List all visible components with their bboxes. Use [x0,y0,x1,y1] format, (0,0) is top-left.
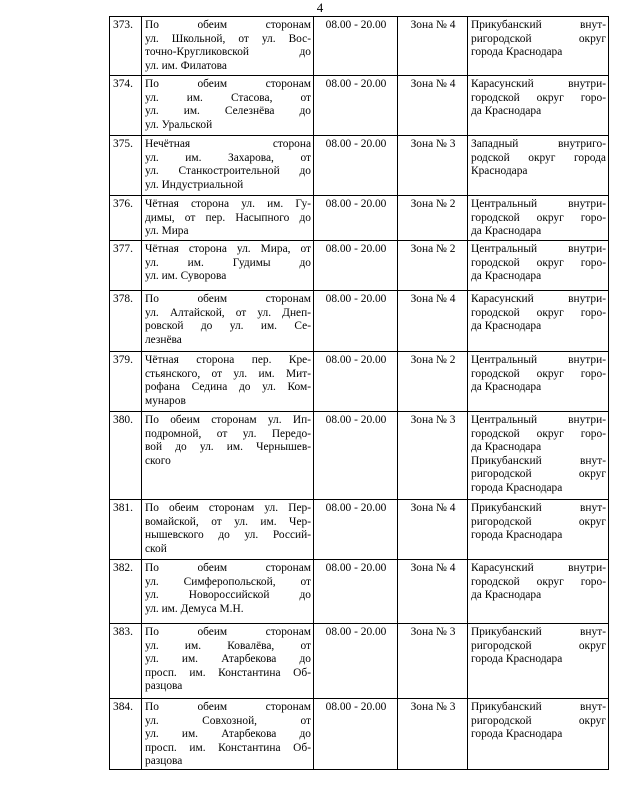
table-row [110,241,609,291]
street-line: ской [145,542,167,555]
street-line: разцова [145,755,183,768]
street-description [142,291,314,352]
street-line: По обеим сторонам [145,701,311,713]
district-name [471,455,606,496]
zone-label: Зона № 3 [398,136,468,196]
time-interval: 08.00 - 20.00 [314,241,398,291]
time-interval: 08.00 - 20.00 [314,17,398,76]
row-number: 377. [110,241,142,291]
street-description [142,196,314,241]
street-line: вой до ул. им. Чернышев- [145,441,311,454]
street-line: По обеим сторонам [145,19,311,31]
zones-table [109,16,609,770]
district-line: Западный внутриго- [471,138,606,150]
district-cell [468,76,609,136]
table-row [110,699,609,770]
district-name [471,78,606,119]
time-interval: 08.00 - 20.00 [314,196,398,241]
district-cell [468,291,609,352]
district-name [471,198,606,239]
zone-label: Зона № 4 [398,17,468,76]
district-line: Центральный внутри- [471,354,606,366]
street-line: лезнёва [145,333,182,346]
district-name [471,293,606,334]
street-description [142,500,314,560]
zone-label: Зона № 4 [398,76,468,136]
district-name [471,354,606,395]
street-line: ул. Станкостроительной до [145,165,311,178]
time-interval: 08.00 - 20.00 [314,76,398,136]
district-cell [468,699,609,770]
time-interval: 08.00 - 20.00 [314,291,398,352]
street-line: просп. им. Константина Об- [145,666,311,679]
street-line: ского [145,454,171,467]
district-line: Краснодара [471,165,528,178]
street-line: ул. им. Филатова [145,59,227,72]
street-line: ул. Уральской [145,118,213,131]
street-line: ул. Новороссийской до [145,589,311,602]
table-row [110,500,609,560]
row-number: 383. [110,624,142,699]
street-line: ул. Индустриальной [145,178,244,191]
street-line: мунаров [145,394,186,407]
district-line: Карасунский внутри- [471,78,606,90]
district-line: да Краснодара [471,320,542,333]
district-line: городской округ горо- [471,211,606,224]
district-line: Центральный внутри- [471,414,606,426]
street-line: точно-Кругликовской до [145,46,311,59]
district-line: городской округ горо- [471,367,606,380]
street-line: По обеим сторонам [145,562,311,574]
row-number: 384. [110,699,142,770]
zone-label: Зона № 2 [398,241,468,291]
time-interval: 08.00 - 20.00 [314,352,398,412]
row-number: 379. [110,352,142,412]
street-description [142,624,314,699]
district-line: ригородской округ [471,515,606,528]
street-line: ул. им. Атарбекова до [145,653,311,666]
district-line: да Краснодара [471,381,542,394]
district-line: Прикубанский внут- [471,626,606,638]
street-line: ул. им. Атарбекова до [145,728,311,741]
district-line: Карасунский внутри- [471,562,606,574]
district-line: городской округ горо- [471,91,606,104]
district-cell [468,136,609,196]
district-cell [468,560,609,624]
district-cell [468,352,609,412]
district-line: Карасунский внутри- [471,293,606,305]
district-line: да Краснодара [471,589,542,602]
street-line: ул. им. Захарова, от [145,151,311,164]
district-line: да Краснодара [471,225,542,238]
table-row [110,412,609,500]
row-number: 374. [110,76,142,136]
district-cell [468,412,609,500]
district-line: городской округ горо- [471,256,606,269]
zone-label: Зона № 3 [398,412,468,500]
district-cell [468,17,609,76]
street-line: димы, от пер. Насыпного до [145,211,311,224]
district-name [471,626,606,667]
street-line: просп. им. Константина Об- [145,741,311,754]
street-line: стьянского, от ул. им. Мит- [145,367,311,380]
district-name [471,414,606,455]
row-number: 378. [110,291,142,352]
street-line: ул. Школьной, от ул. Вос- [145,32,311,45]
time-interval: 08.00 - 20.00 [314,136,398,196]
row-number: 376. [110,196,142,241]
district-line: города Краснодара [471,481,563,494]
street-description [142,352,314,412]
street-line: подромной, от ул. Передо- [145,427,311,440]
street-line: вомайской, от ул. им. Чер- [145,515,311,528]
street-line: По обеим сторонам [145,626,311,638]
zone-label: Зона № 2 [398,352,468,412]
table-row [110,624,609,699]
street-line: По обеим сторонам ул. Ип- [145,414,311,426]
district-line: города Краснодара [471,653,563,666]
district-line: городской округ горо- [471,427,606,440]
table-row [110,17,609,76]
district-line: да Краснодара [471,105,542,118]
table-row [110,136,609,196]
time-interval: 08.00 - 20.00 [314,699,398,770]
street-line: ул. им. Стасова, от [145,91,311,104]
zone-label: Зона № 4 [398,560,468,624]
zone-label: Зона № 2 [398,196,468,241]
table-row [110,560,609,624]
time-interval: 08.00 - 20.00 [314,412,398,500]
time-interval: 08.00 - 20.00 [314,500,398,560]
zone-label: Зона № 4 [398,500,468,560]
district-line: города Краснодара [471,728,563,741]
street-line: По обеим сторонам [145,78,311,90]
street-line: ул. им. Демуса М.Н. [145,602,244,615]
district-cell [468,624,609,699]
district-line: города Краснодара [471,529,563,542]
street-line: Чётная сторона ул. им. Гу- [145,198,311,210]
district-line: города Краснодара [471,46,563,59]
street-line: ул. им. Селезнёва до [145,105,311,118]
street-description [142,136,314,196]
street-line: Нечётная сторона [145,138,311,150]
street-description [142,17,314,76]
table-row [110,291,609,352]
street-line: рофана Седина до ул. Ком- [145,381,311,394]
zone-label: Зона № 4 [398,291,468,352]
street-line: По обеим сторонам ул. Пер- [145,502,311,514]
time-interval: 08.00 - 20.00 [314,624,398,699]
row-number: 373. [110,17,142,76]
street-line: ул. им. Гудимы до [145,256,311,269]
district-line: ригородской округ [471,714,606,727]
district-name [471,243,606,284]
district-line: городской округ горо- [471,306,606,319]
street-description [142,560,314,624]
street-line: Чётная сторона ул. Мира, от [145,243,311,255]
street-line: разцова [145,680,183,693]
page-number: 4 [316,0,324,15]
row-number: 381. [110,500,142,560]
zone-label: Зона № 3 [398,699,468,770]
table-row [110,196,609,241]
district-line: Прикубанский внут- [471,454,606,467]
street-description [142,241,314,291]
district-line: Прикубанский внут- [471,19,606,31]
row-number: 380. [110,412,142,500]
row-number: 375. [110,136,142,196]
district-line: ригородской округ [471,32,606,45]
district-line: да Краснодара [471,441,542,454]
street-line: ровской до ул. им. Се- [145,320,311,333]
district-name [471,701,606,742]
district-line: городской округ горо- [471,575,606,588]
district-line: Прикубанский внут- [471,502,606,514]
district-cell [468,500,609,560]
street-line: Чётная сторона пер. Кре- [145,354,311,366]
street-description [142,412,314,500]
district-line: родской округ города [471,151,606,164]
street-line: ул. им. Ковалёва, от [145,639,311,652]
street-line: ул. Мира [145,225,189,238]
street-line: ул. Симферопольской, от [145,575,311,588]
table-row [110,76,609,136]
zone-label: Зона № 3 [398,624,468,699]
district-line: ригородской округ [471,468,606,481]
street-line: ул. Алтайской, от ул. Днеп- [145,306,311,319]
street-description [142,76,314,136]
district-name [471,562,606,603]
district-name [471,502,606,543]
district-cell [468,241,609,291]
street-description [142,699,314,770]
district-line: Центральный внутри- [471,198,606,210]
district-name [471,138,606,179]
street-line: ул. им. Суворова [145,270,227,283]
row-number: 382. [110,560,142,624]
street-line: По обеим сторонам [145,293,311,305]
district-line: Центральный внутри- [471,243,606,255]
district-line: да Краснодара [471,270,542,283]
district-line: ригородской округ [471,639,606,652]
district-cell [468,196,609,241]
district-line: Прикубанский внут- [471,701,606,713]
time-interval: 08.00 - 20.00 [314,560,398,624]
table-row [110,352,609,412]
district-name [471,19,606,60]
street-line: ул. Совхозной, от [145,714,311,727]
street-line: нышевского до ул. Россий- [145,529,311,542]
